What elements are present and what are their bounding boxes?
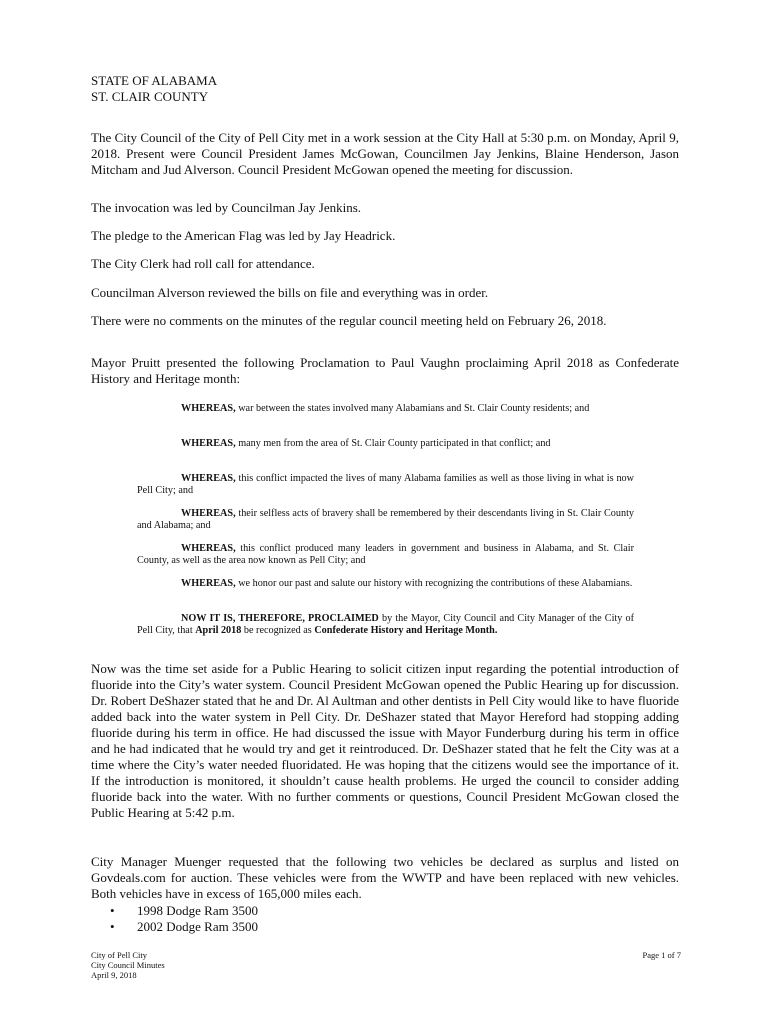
whereas-clause-1 xyxy=(137,403,634,415)
footer-doc-title: City Council Minutes xyxy=(91,960,165,970)
list-item xyxy=(110,919,258,935)
public-hearing-paragraph: Now was the time set aside for a Public Hearing to solicit citizen input regarding the potential introduction of fluoride into the City’s water system. Council President McGowan opened the Public Hearing up for discussion. Dr. Robert DeShazer stated that he and Dr. Al Aultman and other dentists in Pell City would like to have fluoride added back into the water system in Pell City. Dr. DeShazer stated that Mayor Hereford had stopping adding fluoride during his term in office. He had discussed the issue with Mayor Funderburg during his term in office and he had indicated that he would try and get it reintroduced. Dr. DeShazer stated that he felt the City was at a time where the City’s water needed fluoridated. He was hoping that the citizens would see the importance of it. If the introduction is monitored, it shouldn’t cause health problems. He urged the council to consider adding fluoride back into the water. With no further comments or questions, Council President McGowan closed the Public Hearing at 5:42 p.m. xyxy=(91,661,679,820)
bills-paragraph: Councilman Alverson reviewed the bills on file and everything was in order. xyxy=(91,285,489,300)
whereas-text: their selfless acts of bravery shall be remembered by their descendants living in St. Clair County and Alabama; and xyxy=(137,508,635,531)
whereas-text: this conflict produced many leaders in government and business in Alabama, and St. Clair County, as well as the area now known as Pell City; and xyxy=(137,543,634,566)
whereas-label: WHEREAS, xyxy=(181,473,236,484)
whereas-clause-5 xyxy=(137,543,634,566)
whereas-clause-3 xyxy=(137,473,634,496)
list-item xyxy=(110,903,258,919)
document-heading xyxy=(91,73,217,104)
proclamation-resolution xyxy=(137,613,634,636)
whereas-label: WHEREAS, xyxy=(181,438,236,449)
roll-call-paragraph: The City Clerk had roll call for attendance. xyxy=(91,256,315,271)
whereas-text: this conflict impacted the lives of many Alabama families as well as those living in what is now Pell City; and xyxy=(137,473,635,496)
footer-city: City of Pell City xyxy=(91,950,147,960)
vehicle-label: 1998 Dodge Ram 3500 xyxy=(137,903,258,918)
bullet-icon: • xyxy=(110,903,115,918)
resolution-label: NOW IT IS, THEREFORE, PROCLAIMED xyxy=(181,613,379,624)
whereas-text: we honor our past and salute our history with recognizing the contributions of these Alabamians. xyxy=(238,578,633,589)
opening-paragraph: The City Council of the City of Pell City met in a work session at the City Hall at 5:30 p.m. on Monday, April 9, 2018. Present were Council President James McGowan, Councilmen Jay Jenkins, Blaine Henderson, Jason Mitcham and Jud Alverson. Council President McGowan opened the meeting for discussion. xyxy=(91,130,679,177)
invocation-paragraph: The invocation was led by Councilman Jay Jenkins. xyxy=(91,200,362,215)
resolution-month: April 2018 xyxy=(195,624,242,636)
page-number: Page 1 of 7 xyxy=(642,950,681,960)
whereas-label: WHEREAS, xyxy=(181,578,236,589)
vehicle-list xyxy=(110,903,258,935)
whereas-clause-4 xyxy=(137,508,634,531)
vehicle-label: 2002 Dodge Ram 3500 xyxy=(137,919,258,934)
resolution-title: Confederate History and Heritage Month. xyxy=(314,624,498,636)
whereas-clause-6 xyxy=(137,578,634,590)
pledge-paragraph: The pledge to the American Flag was led by Jay Headrick. xyxy=(91,228,396,243)
whereas-label: WHEREAS, xyxy=(181,403,236,414)
state-line: STATE OF ALABAMA xyxy=(91,73,218,88)
county-line: ST. CLAIR COUNTY xyxy=(91,88,209,104)
whereas-text: war between the states involved many Alabamians and St. Clair County residents; and xyxy=(238,403,590,414)
whereas-clause-2 xyxy=(137,438,634,450)
whereas-text: many men from the area of St. Clair County participated in that conflict; and xyxy=(238,438,551,449)
whereas-label: WHEREAS, xyxy=(181,543,236,554)
whereas-label: WHEREAS, xyxy=(181,508,236,519)
minutes-paragraph: There were no comments on the minutes of the regular council meeting held on February 26, 2018. xyxy=(91,313,607,328)
bullet-icon: • xyxy=(110,919,115,934)
page-footer xyxy=(91,950,165,980)
resolution-text-1: by the Mayor, City Council and City Manager of the City of Pell City, that xyxy=(137,613,634,636)
resolution-text-2: be recognized as xyxy=(243,624,312,636)
surplus-paragraph: City Manager Muenger requested that the following two vehicles be declared as surplus and listed on Govdeals.com for auction. These vehicles were from the WWTP and have been replaced with new vehicles. Both vehicles have in excess of 165,000 miles each. xyxy=(91,854,679,901)
proclamation-intro-paragraph: Mayor Pruitt presented the following Proclamation to Paul Vaughn proclaiming April 2018 as Confederate History and Heritage month: xyxy=(91,355,679,386)
footer-date: April 9, 2018 xyxy=(91,970,137,980)
